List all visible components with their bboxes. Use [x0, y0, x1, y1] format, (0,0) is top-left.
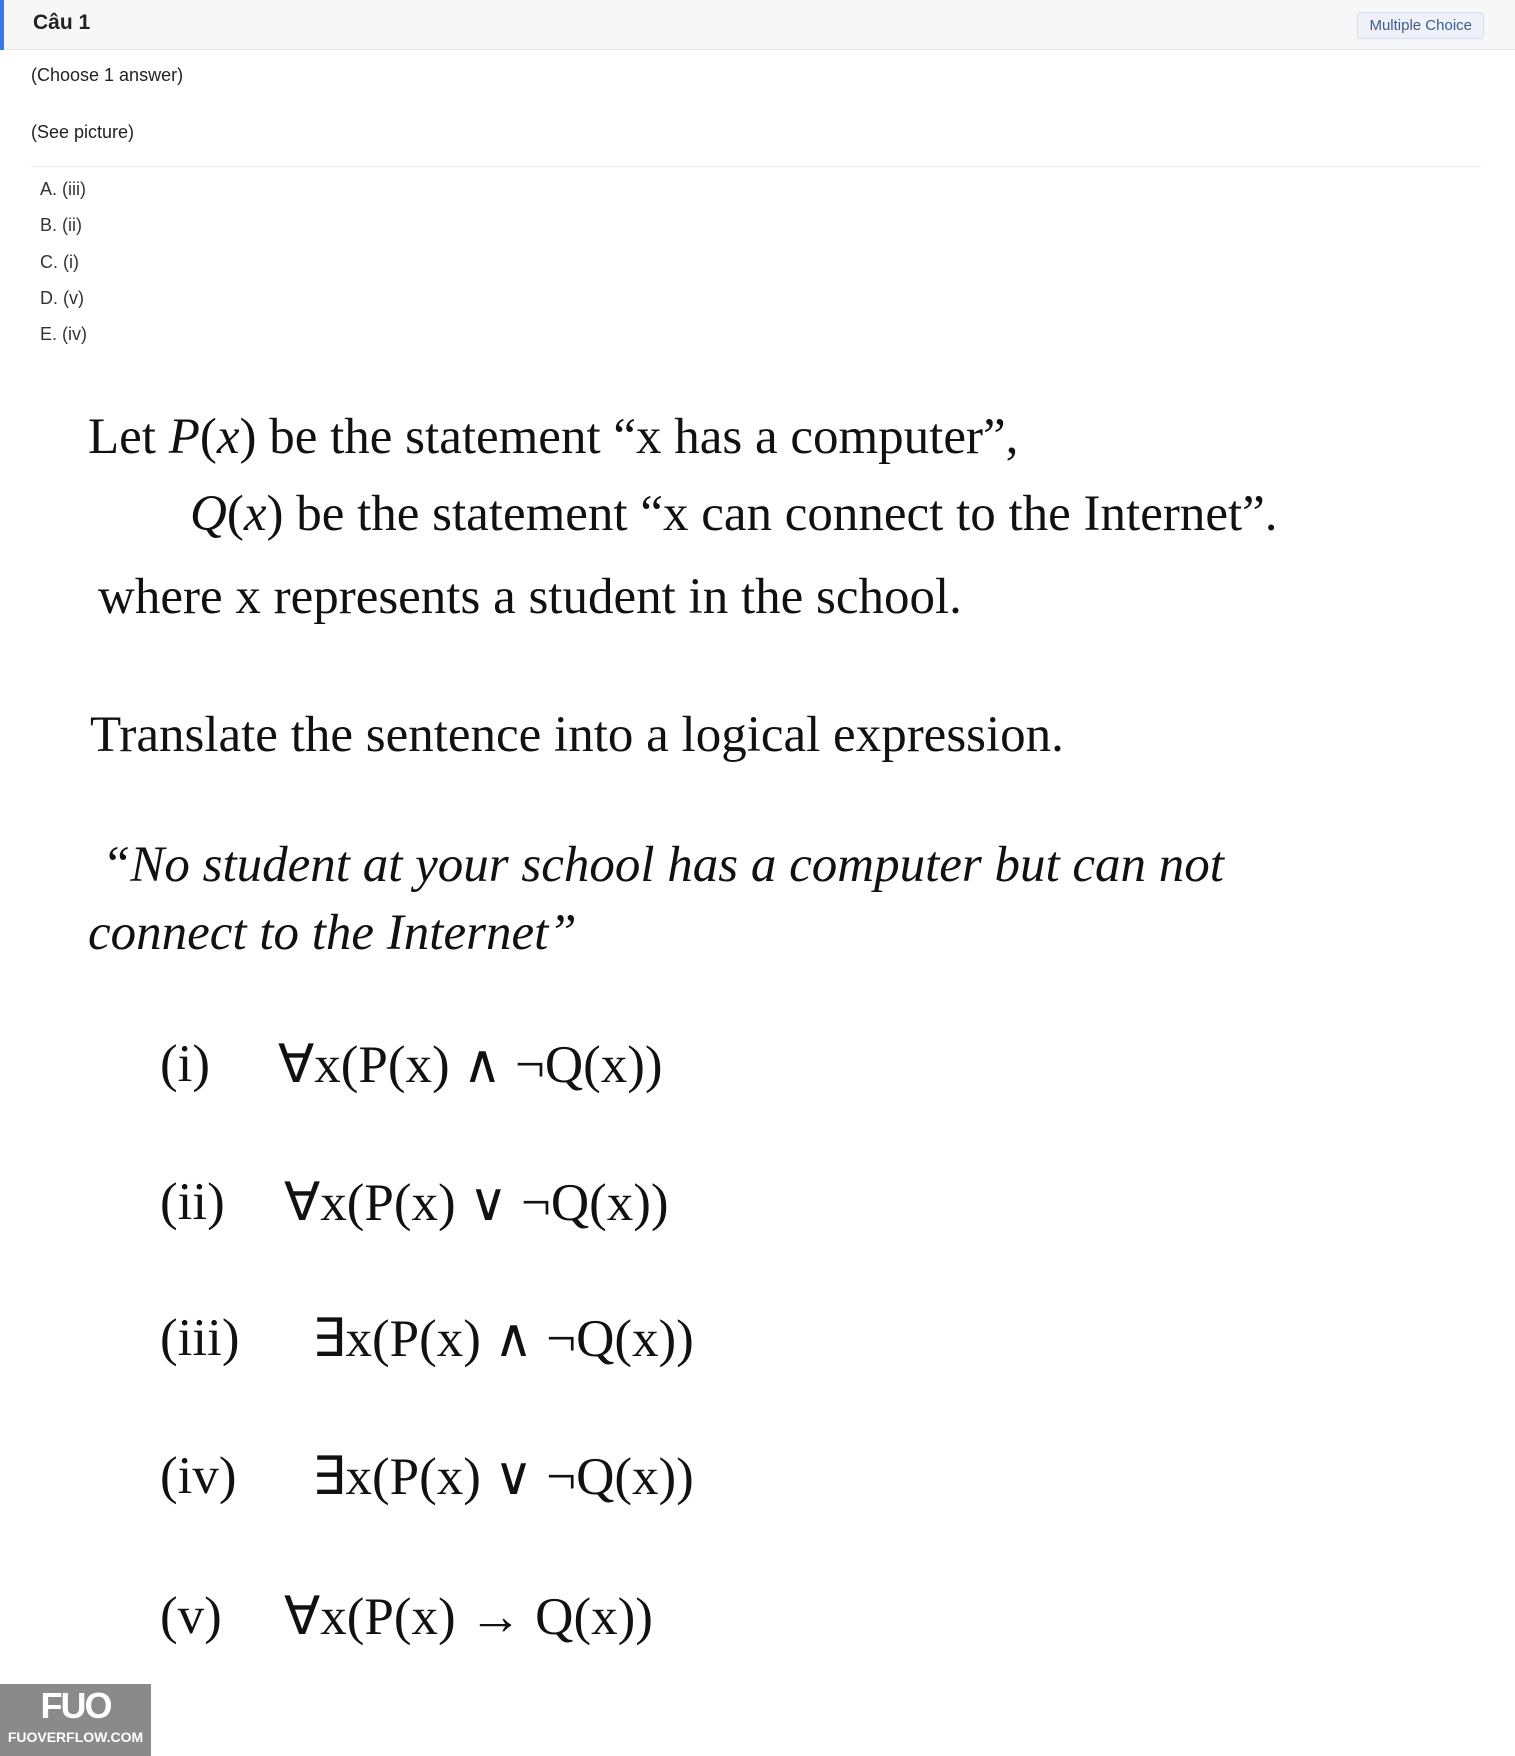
option-b[interactable]: [40, 212, 87, 248]
option-label: B. (ii): [40, 215, 82, 236]
picture-domain-line: where x represents a student in the school.: [98, 569, 962, 625]
instruction-text: (Choose 1 answer): [31, 65, 184, 85]
option-a[interactable]: [40, 176, 87, 212]
picture-line-q: Q(x) be the statement “x can connect to the Internet”.: [190, 486, 1278, 542]
divider: [31, 166, 1481, 167]
option-e[interactable]: [40, 321, 87, 357]
option-label: D. (v): [40, 287, 84, 308]
expression-iv-formula: ∃x(P(x) ∨ ¬Q(x)): [312, 1448, 694, 1506]
header-accent-bar: [0, 0, 4, 50]
question-type-badge: Multiple Choice: [1357, 12, 1484, 39]
question-title: Câu 1: [33, 11, 91, 34]
fuoverflow-logo: [0, 1684, 151, 1756]
expression-i: (i): [160, 1035, 211, 1093]
expression-ii-formula: ∀x(P(x) ∨ ¬Q(x)): [284, 1174, 669, 1232]
expression-ii: (ii): [160, 1173, 225, 1231]
picture-task-line: Translate the sentence into a logical expression.: [90, 707, 1064, 763]
logo-site-text: FUOVERFLOW.COM: [7, 1729, 144, 1745]
expression-iv: (iv): [160, 1447, 237, 1505]
prompt-text: (See picture): [31, 122, 135, 142]
option-label: E. (iv): [40, 324, 87, 345]
expression-v-formula: ∀x(P(x) → Q(x)): [284, 1588, 653, 1646]
logo-mark: FUO: [40, 1685, 111, 1726]
expression-v: (v): [160, 1587, 222, 1645]
picture-line-p: Let P(x) be the statement “x has a computer”,: [88, 409, 1019, 465]
picture-quote-line1: “No student at your school has a computer but can not: [102, 837, 1224, 893]
answer-options: [40, 176, 87, 357]
option-label: C. (i): [40, 251, 79, 272]
picture-quote-line2: connect to the Internet”: [88, 905, 577, 961]
option-c[interactable]: [40, 249, 87, 285]
option-d[interactable]: [40, 285, 87, 321]
question-header: [0, 0, 1515, 50]
expression-iii: (iii): [160, 1309, 240, 1367]
expression-iii-formula: ∃x(P(x) ∧ ¬Q(x)): [312, 1310, 694, 1368]
option-label: A. (iii): [40, 179, 86, 199]
expression-i-formula: ∀x(P(x) ∧ ¬Q(x)): [278, 1036, 663, 1094]
